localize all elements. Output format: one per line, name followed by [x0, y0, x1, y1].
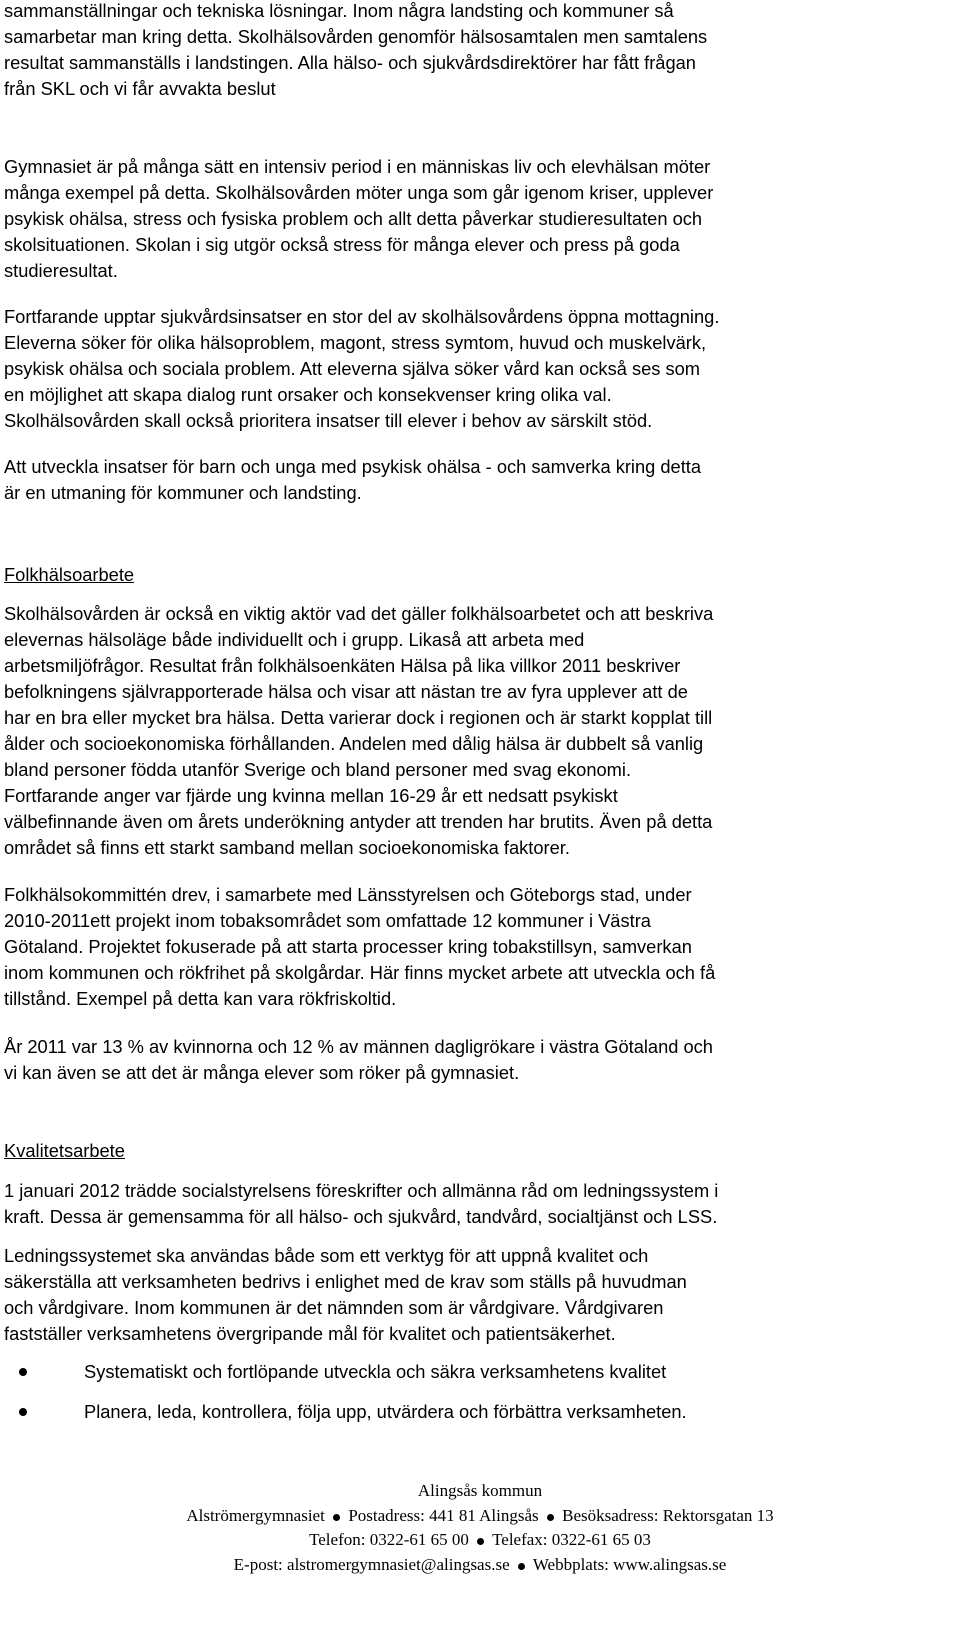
footer-phone: Telefon: 0322-61 65 00 [309, 1530, 469, 1549]
footer-fax: Telefax: 0322-61 65 03 [492, 1530, 651, 1549]
text-line: resultat sammanställs i landstingen. Alla hälso- och sjukvårdsdirektörer har fått frågan [4, 52, 696, 73]
bullet-separator-icon [333, 1514, 340, 1521]
footer-phone-line [0, 1530, 960, 1550]
text-line: och vårdgivare. Inom kommunen är det nämnden som är vårdgivare. Vårdgivaren [4, 1297, 664, 1318]
bullet-icon [19, 1368, 27, 1376]
heading-text: Folkhälsoarbete [4, 564, 135, 585]
text-line: fastställer verksamhetens övergripande mål för kvalitet och patientsäkerhet. [4, 1323, 616, 1344]
text-line: har en bra eller mycket bra hälsa. Detta varierar dock i regionen och är starkt kopplat till [4, 707, 713, 728]
bullet-icon [19, 1408, 27, 1416]
text-line: vi kan även se att det är många elever som röker på gymnasiet. [4, 1062, 520, 1083]
text-line: ålder och socioekonomiska förhållanden. Andelen med dålig hälsa är dubbelt så vanlig [4, 733, 704, 754]
text-line: psykisk ohälsa och sociala problem. Att eleverna själva söker vård kan också ses som [4, 358, 701, 379]
footer-address-line [0, 1506, 960, 1526]
text-line: kraft. Dessa är gemensamma för all hälso- och sjukvård, tandvård, socialtjänst och LSS. [4, 1206, 718, 1227]
footer-contact-line [0, 1555, 960, 1575]
heading-text: Kvalitetsarbete [4, 1140, 125, 1161]
text-line: Att utveckla insatser för barn och unga med psykisk ohälsa - och samverka kring detta [4, 456, 702, 477]
footer-org: Alingsås kommun [417, 1481, 543, 1500]
text-line: befolkningens självrapporterade hälsa och visar att nästan tre av fyra upplever att de [4, 681, 688, 702]
footer-school: Alströmergymnasiet [186, 1506, 325, 1525]
list-item-text: Systematiskt och fortlöpande utveckla och säkra verksamhetens kvalitet [84, 1361, 667, 1382]
list-item-text: Planera, leda, kontrollera, följa upp, utvärdera och förbättra verksamheten. [84, 1401, 687, 1422]
text-line: psykisk ohälsa, stress och fysiska problem och allt detta påverkar studieresultaten och [4, 208, 703, 229]
text-line: Fortfarande upptar sjukvårdsinsatser en stor del av skolhälsovårdens öppna mottagning. [4, 306, 720, 327]
text-line: tillstånd. Exempel på detta kan vara rökfriskoltid. [4, 988, 397, 1009]
text-line: År 2011 var 13 % av kvinnorna och 12 % av männen dagligrökare i västra Götaland och [4, 1036, 713, 1057]
text-line: Gymnasiet är på många sätt en intensiv period i en människas liv och elevhälsan möter [4, 156, 711, 177]
text-line: studieresultat. [4, 260, 118, 281]
text-line: skolsituationen. Skolan i sig utgör också stress för många elever och press på goda [4, 234, 680, 255]
text-line: Fortfarande anger var fjärde ung kvinna mellan 16-29 år ett nedsatt psykiskt [4, 785, 618, 806]
text-line: Skolhälsovården skall också prioritera insatser till elever i behov av särskilt stöd. [4, 410, 653, 431]
footer-postal-address: Postadress: 441 81 Alingsås [348, 1506, 539, 1525]
text-line: elevernas hälsoläge både individuellt och i grupp. Likaså att arbeta med [4, 629, 585, 650]
bullet-separator-icon [547, 1514, 554, 1521]
text-line: är en utmaning för kommuner och landsting. [4, 482, 362, 503]
text-line: välbefinnande även om årets underökning antyder att trenden har brutits. Även på detta [4, 811, 713, 832]
text-line: Folkhälsokommittén drev, i samarbete med Länsstyrelsen och Göteborgs stad, under [4, 884, 692, 905]
text-line: många exempel på detta. Skolhälsovården möter unga som går igenom kriser, upplever [4, 182, 714, 203]
text-line: arbetsmiljöfrågor. Resultat från folkhälsoenkäten Hälsa på lika villkor 2011 beskriver [4, 655, 681, 676]
text-line: bland personer födda utanför Sverige och bland personer med svag ekonomi. [4, 759, 632, 780]
bullet-separator-icon [518, 1563, 525, 1570]
text-line: Skolhälsovården är också en viktig aktör vad det gäller folkhälsoarbetet och att beskriva [4, 603, 714, 624]
footer-email: E-post: alstromergymnasiet@alingsas.se [233, 1555, 510, 1574]
text-line: 2010-2011ett projekt inom tobaksområdet som omfattade 12 kommuner i Västra [4, 910, 651, 931]
text-line: samarbetar man kring detta. Skolhälsovården genomför hälsosamtalen men samtalens [4, 26, 708, 47]
text-line: 1 januari 2012 trädde socialstyrelsens föreskrifter och allmänna råd om ledningssystem i [4, 1180, 719, 1201]
text-line: Götaland. Projektet fokuserade på att starta processer kring tobakstillsyn, samverkan [4, 936, 692, 957]
text-line: sammanställningar och tekniska lösningar. Inom några landsting och kommuner så [4, 0, 674, 21]
text-line: säkerställa att verksamheten bedrivs i enlighet med de krav som ställs på huvudman [4, 1271, 687, 1292]
text-line: Eleverna söker för olika hälsoproblem, magont, stress symtom, huvud och muskelvärk, [4, 332, 707, 353]
text-line: Ledningssystemet ska användas både som ett verktyg för att uppnå kvalitet och [4, 1245, 649, 1266]
footer-visiting-address: Besöksadress: Rektorsgatan 13 [562, 1506, 774, 1525]
text-line: från SKL och vi får avvakta beslut [4, 78, 276, 99]
text-line: inom kommunen och rökfrihet på skolgårdar. Här finns mycket arbete att utveckla och få [4, 962, 716, 983]
text-line: en möjlighet att skapa dialog runt orsaker och konsekvenser kring olika val. [4, 384, 612, 405]
bullet-separator-icon [477, 1538, 484, 1545]
text-line: området så finns ett starkt samband mellan socioekonomiska faktorer. [4, 837, 570, 858]
footer-website: Webbplats: www.alingsas.se [532, 1555, 727, 1574]
